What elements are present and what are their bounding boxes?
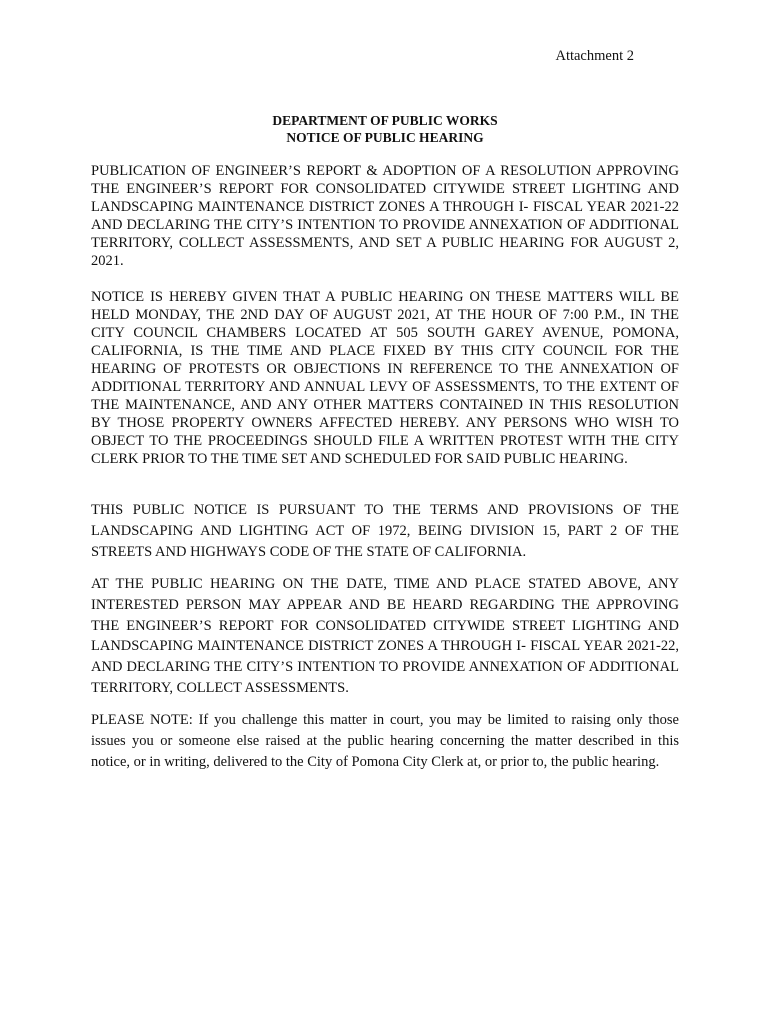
notice-heading [91, 112, 679, 146]
authority-paragraph: THIS PUBLIC NOTICE IS PURSUANT TO THE TERMS AND PROVISIONS OF THE LANDSCAPING AND LIGHTING ACT OF 1972, BEING DIVISION 15, PART 2 OF THE STREETS AND HIGHWAYS CODE OF THE STATE OF CALIFORNIA. [91, 502, 679, 560]
hearing-paragraph: AT THE PUBLIC HEARING ON THE DATE, TIME AND PLACE STATED ABOVE, ANY INTERESTED PERSON MAY APPEAR AND BE HEARD REGARDING THE APPROVING THE ENGINEER’S REPORT FOR CONSOLIDATED CITYWIDE STREET LIGHTING AND LANDSCAPING MAINTENANCE DISTRICT ZONES A THROUGH I- FISCAL YEAR 2021-22, AND DECLARING THE CITY’S INTENTION TO PROVIDE ANNEXATION OF ADDITIONAL TERRITORY, COLLECT ASSESSMENTS. [91, 576, 679, 696]
notice-title: NOTICE OF PUBLIC HEARING [286, 130, 484, 145]
attachment-label: Attachment 2 [555, 48, 634, 64]
publication-paragraph: PUBLICATION OF ENGINEER’S REPORT & ADOPTION OF A RESOLUTION APPROVING THE ENGINEER’S REPORT FOR CONSOLIDATED CITYWIDE STREET LIGHTING AND LANDSCAPING MAINTENANCE DISTRICT ZONES A THROUGH I- FISCAL YEAR 2021-22 AND DECLARING THE CITY’S INTENTION TO PROVIDE ANNEXATION OF ADDITIONAL TERRITORY, COLLECT ASSESSMENTS, AND SET A PUBLIC HEARING FOR AUGUST 2, 2021. [91, 163, 679, 269]
notice-paragraph: NOTICE IS HEREBY GIVEN THAT A PUBLIC HEARING ON THESE MATTERS WILL BE HELD MONDAY, THE 2ND DAY OF AUGUST 2021, AT THE HOUR OF 7:00 P.M., IN THE CITY COUNCIL CHAMBERS LOCATED AT 505 SOUTH GAREY AVENUE, POMONA, CALIFORNIA, IS THE TIME AND PLACE FIXED BY THIS CITY COUNCIL FOR THE HEARING OF PROTESTS OR OBJECTIONS IN REFERENCE TO THE ANNEXATION OF ADDITIONAL TERRITORY AND ANNUAL LEVY OF ASSESSMENTS, TO THE EXTENT OF THE MAINTENANCE, AND ANY OTHER MATTERS CONTAINED IN THIS RESOLUTION BY THOSE PROPERTY OWNERS AFFECTED HEREBY. ANY PERSONS WHO WISH TO OBJECT TO THE PROCEEDINGS SHOULD FILE A WRITTEN PROTEST WITH THE CITY CLERK PRIOR TO THE TIME SET AND SCHEDULED FOR SAID PUBLIC HEARING. [91, 289, 679, 467]
department-title: DEPARTMENT OF PUBLIC WORKS [272, 113, 498, 128]
please-note-paragraph: PLEASE NOTE: If you challenge this matter in court, you may be limited to raising only those issues you or someone else raised at the public hearing concerning the matter described in this notice, or in writing, delivered to the City of Pomona City Clerk at, or prior to, the public hearing. [91, 712, 679, 770]
